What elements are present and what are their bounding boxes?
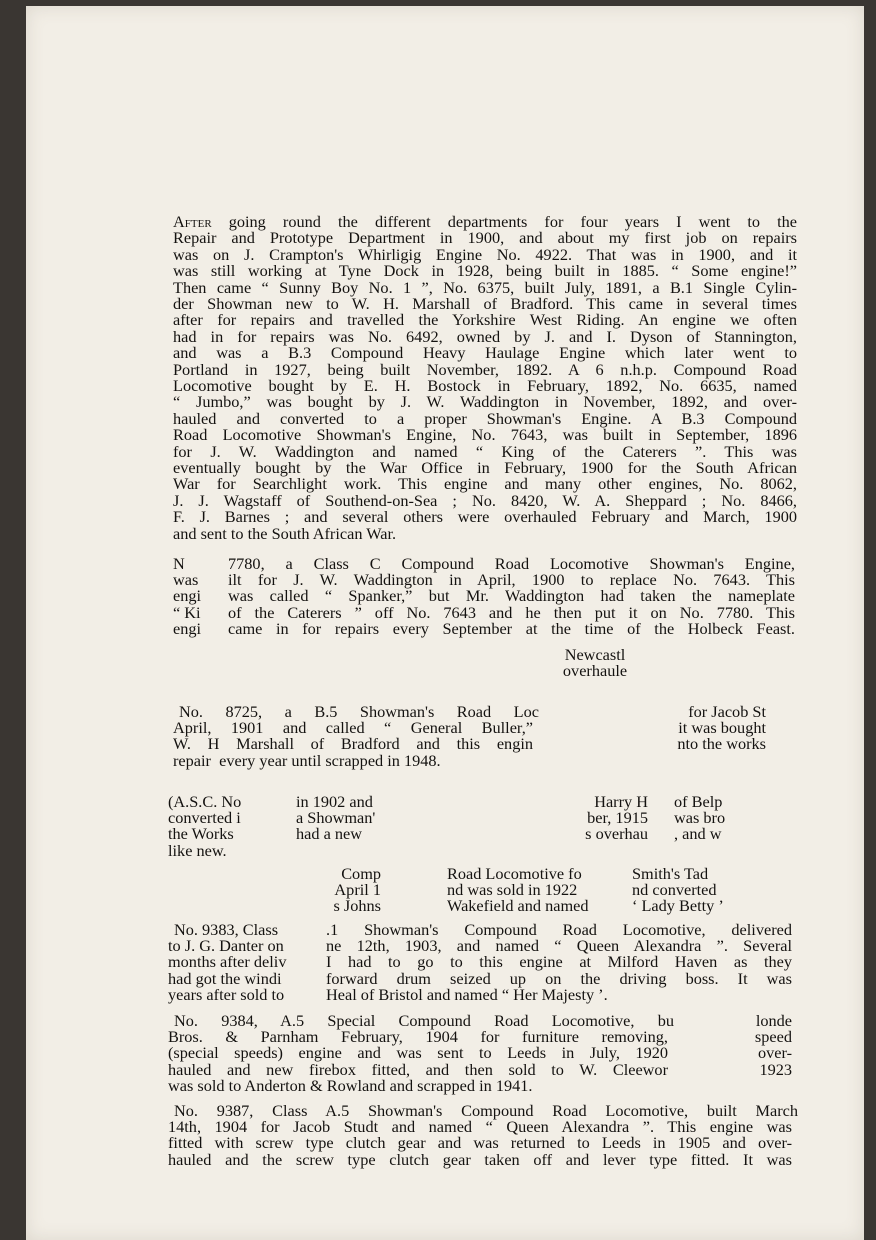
block5-b-line: Wakefield and named bbox=[447, 896, 589, 916]
block8-line: 14th, 1904 for Jacob Studt and named “ Queen Alexandra ”. This engine was bbox=[168, 1117, 792, 1137]
block1-line: der Showman new to W. H. Marshall of Bradford. This came in several times bbox=[173, 294, 797, 313]
block1-line: F. J. Barnes ; and several others were overhauled February and March, 1900 bbox=[173, 507, 797, 527]
block3-left-line: No. 8725, a B.5 Showman's Road Loc bbox=[179, 702, 539, 721]
block4-b-line: a Showman' bbox=[296, 808, 376, 828]
block7-left-line: was sold to Anderton & Rowland and scrapped in 1941. bbox=[168, 1075, 533, 1095]
block5-a-line: April 1 bbox=[334, 880, 381, 900]
block7-left-line: No. 9384, A.5 Special Compound Road Locomotive, bu bbox=[174, 1011, 674, 1030]
block6-right-line: forward drum seized up on the driving boss. It was bbox=[326, 968, 792, 988]
block6-left-line: years after sold to bbox=[168, 984, 285, 1004]
block3-right-line: nto the works bbox=[677, 734, 766, 754]
block5-b-line: Road Locomotive fo bbox=[447, 864, 582, 883]
frag-newcastle-line: Newcastl bbox=[564, 645, 626, 664]
block7-right-line: londe bbox=[755, 1011, 792, 1030]
block1-line: “ Jumbo,” was bought by J. W. Waddington in November, 1892, and over- bbox=[173, 392, 797, 412]
block2-left-line: “ Ki bbox=[173, 602, 201, 622]
block8-line: fitted with screw type clutch gear and was returned to Leeds in 1905 and over- bbox=[168, 1133, 792, 1153]
block2-left-line: engi bbox=[173, 586, 202, 606]
block4-b-line: had a new bbox=[296, 824, 362, 844]
block4-d-line: , and w bbox=[674, 824, 722, 844]
block3-left-line: repair every year until scrapped in 1948. bbox=[173, 750, 441, 770]
block4-d-line: was bro bbox=[674, 808, 726, 828]
block1-line: had in for repairs was No. 6492, owned by J. and I. Dyson of Stannington, bbox=[173, 326, 797, 346]
block4-a-line: converted i bbox=[168, 808, 241, 828]
block4-a-line: like new. bbox=[168, 840, 227, 860]
block4-c-line: Harry H bbox=[594, 792, 648, 811]
block2-right-line: came in for repairs every September at the time of the Holbeck Feast. bbox=[228, 618, 795, 638]
block8-line: hauled and the screw type clutch gear taken off and lever type fitted. It was bbox=[168, 1149, 792, 1169]
block1-line: was on J. Crampton's Whirligig Engine No. 4922. That was in 1900, and it bbox=[173, 244, 797, 264]
block1-line: Road Locomotive Showman's Engine, No. 7643, was built in September, 1896 bbox=[173, 425, 797, 445]
block1-line: War for Searchlight work. This engine and many other engines, No. 8062, bbox=[173, 474, 797, 494]
block4-d-line: of Belp bbox=[674, 792, 723, 811]
block4-b-line: in 1902 and bbox=[296, 792, 373, 811]
block4-a-line: the Works bbox=[168, 824, 234, 844]
block1-line: Locomotive bought by E. H. Bostock in February, 1892, No. 6635, named bbox=[173, 376, 797, 395]
block7-right-line: 1923 bbox=[759, 1059, 792, 1079]
block1-line: for J. W. Waddington and named “ King of the Caterers ”. This was bbox=[173, 441, 797, 461]
block5-a-line: s Johns bbox=[333, 896, 381, 916]
block7-left-line: (special speeds) engine and was sent to Leeds in July, 1920 bbox=[168, 1043, 668, 1063]
block7-right-line: over- bbox=[757, 1043, 792, 1063]
block6-right-line: ne 12th, 1903, and named “ Queen Alexandra ”. Several bbox=[326, 936, 792, 956]
block1-line: Repair and Prototype Department in 1900, and about my first job on repairs bbox=[173, 228, 797, 248]
block5-c-line: Smith's Tad bbox=[632, 864, 709, 883]
block5-c-line: nd converted bbox=[632, 880, 717, 900]
block1-line: and was a B.3 Compound Heavy Haulage Engine which later went to bbox=[173, 343, 797, 363]
block2-right-line: of the Caterers ” off No. 7643 and he then put it on No. 7780. This bbox=[228, 602, 795, 622]
block1-line: after for repairs and travelled the Yorkshire West Riding. An engine we often bbox=[173, 310, 797, 330]
block6-right-line: I had to go to this engine at Milford Haven as they bbox=[326, 952, 792, 972]
block3-right-line: it was bought bbox=[678, 718, 766, 738]
block1-line: was still working at Tyne Dock in 1928, being built in 1885. “ Some engine!” bbox=[173, 261, 797, 281]
block1-line: Portland in 1927, being built November, 1892. A 6 n.h.p. Compound Road bbox=[173, 359, 797, 379]
block1-line: J. J. Wagstaff of Southend-on-Sea ; No. 8420, W. A. Sheppard ; No. 8466, bbox=[173, 490, 797, 510]
frag-newcastle-line: overhaule bbox=[562, 661, 628, 681]
block4-a-line: (A.S.C. No bbox=[168, 792, 242, 811]
block7-left-line: Bros. & Parnham February, 1904 for furniture removing, bbox=[168, 1027, 668, 1047]
block2-left-line: was bbox=[173, 570, 199, 590]
block6-left-line: months after deliv bbox=[168, 952, 287, 972]
block6-right-line: Heal of Bristol and named “ Her Majesty ’. bbox=[326, 984, 608, 1004]
block5-b-line: nd was sold in 1922 bbox=[447, 880, 578, 900]
drop-word: After bbox=[173, 212, 212, 231]
block7-right-line: speed bbox=[754, 1027, 792, 1047]
block3-right-line: for Jacob St bbox=[688, 702, 766, 721]
block1-line: After going round the different departments for four years I went to the bbox=[173, 212, 797, 231]
block2-right-line: 7780, a Class C Compound Road Locomotive Showman's Engine, bbox=[228, 554, 795, 573]
block6-left-line: had got the windi bbox=[168, 968, 282, 988]
block6-right-line: .1 Showman's Compound Road Locomotive, delivered bbox=[326, 920, 792, 939]
block1-line: hauled and converted to a proper Showman's Engine. A B.3 Compound bbox=[173, 408, 797, 428]
block4-c-line: ber, 1915 bbox=[587, 808, 648, 828]
block1-line: and sent to the South African War. bbox=[173, 523, 397, 543]
block2-right-line: ilt for J. W. Waddington in April, 1900 to replace No. 7643. This bbox=[228, 570, 795, 590]
block2-left-line: engi bbox=[173, 618, 202, 638]
block1-line: Then came “ Sunny Boy No. 1 ”, No. 6375, built July, 1891, a B.1 Single Cylin- bbox=[173, 277, 797, 297]
block3-left-line: W. H Marshall of Bradford and this engin bbox=[173, 734, 533, 754]
block5-c-line: ‘ Lady Betty ’ bbox=[632, 896, 724, 916]
block2-right-line: was called “ Spanker,” but Mr. Waddington had taken the nameplate bbox=[228, 586, 795, 606]
block3-left-line: April, 1901 and called “ General Buller,” bbox=[173, 718, 533, 738]
block5-a-line: Comp bbox=[341, 864, 381, 883]
block6-left-line: No. 9383, Class bbox=[174, 920, 279, 939]
block8-line: No. 9387, Class A.5 Showman's Compound Road Locomotive, built March bbox=[174, 1101, 798, 1120]
block2-left-line: N bbox=[173, 554, 185, 573]
block1-line: eventually bought by the War Office in February, 1900 for the South African bbox=[173, 458, 797, 477]
block6-left-line: to J. G. Danter on bbox=[168, 936, 284, 956]
block4-c-line: s overhau bbox=[585, 824, 648, 844]
block7-left-line: hauled and new firebox fitted, and then sold to W. Cleewor bbox=[168, 1059, 668, 1079]
